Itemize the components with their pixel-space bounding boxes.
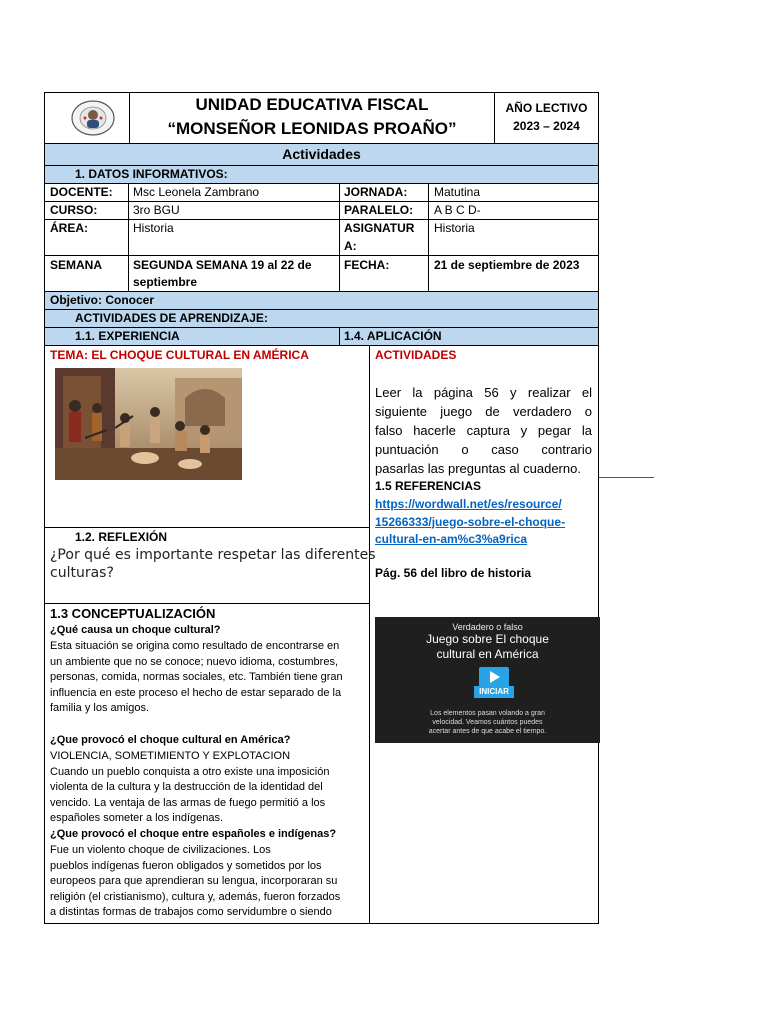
referencias-title: 1.5 REFERENCIAS <box>375 479 482 493</box>
text-line: violenta de la cultura y la destrucción de la identidad del <box>50 781 323 794</box>
actividades-title: ACTIVIDADES <box>375 348 457 362</box>
reflexion-question-line2: culturas? <box>50 565 114 581</box>
text-line: a distintas formas de trabajos como servidumbre o siendo <box>50 906 332 919</box>
actividades-line: falso hacerle captura y pegar la <box>375 423 592 438</box>
text-line[interactable]: 15266333/juego-sobre-el-choque- <box>375 514 566 529</box>
curso-value: 3ro BGU <box>133 203 180 217</box>
game-desc-line2: velocidad. Veamos cuántos puedes <box>432 719 543 726</box>
aplicacion-title: 1.4. APLICACIÓN <box>344 329 442 343</box>
objetivo-text: Objetivo: Conocer <box>50 293 155 307</box>
question-3: ¿Que provocó el choque entre españoles e indígenas? <box>50 828 337 840</box>
text-line: vencido. La ventaja de las armas de fuego permitió a los <box>50 796 326 809</box>
text-line: familia y los amigos. <box>50 702 150 715</box>
fecha-value: 21 de septiembre de 2023 <box>434 258 580 272</box>
datos-title: 1. DATOS INFORMATIVOS: <box>75 167 228 181</box>
year-label: AÑO LECTIVO <box>505 101 588 115</box>
semana-value-line2: septiembre <box>133 275 198 289</box>
stray-line <box>599 477 654 478</box>
semana-label: SEMANA <box>50 258 103 272</box>
conceptualizacion-title: 1.3 CONCEPTUALIZACIÓN <box>50 606 216 621</box>
school-name-line2: “MONSEÑOR LEONIDAS PROAÑO” <box>167 119 457 138</box>
school-name-line1: UNIDAD EDUCATIVA FISCAL <box>195 95 429 114</box>
reflexion-title: 1.2. REFLEXIÓN <box>75 530 168 544</box>
text-line: religión (el cristianismo), cultura y, además, fueron forzados <box>50 890 341 903</box>
referencias-link[interactable] <box>375 496 595 549</box>
text-line: VIOLENCIA, SOMETIMIENTO Y EXPLOTACION <box>50 750 291 762</box>
actividades-line: siguiente juego de verdadero o <box>375 404 592 419</box>
tema-title: TEMA: EL CHOQUE CULTURAL EN AMÉRICA <box>50 348 309 362</box>
text-line: pueblos indígenas fueron obligados y sometidos por los <box>50 859 322 872</box>
answer-3 <box>50 843 365 921</box>
docente-value: Msc Leonela Zambrano <box>133 185 260 199</box>
reflexion-question-line1: ¿Por qué es importante respetar las diferentes <box>50 547 376 563</box>
game-kind: Verdadero o falso <box>452 622 523 632</box>
referencias-libro: Pág. 56 del libro de historia <box>375 566 532 580</box>
experiencia-title: 1.1. EXPERIENCIA <box>75 329 180 343</box>
fecha-label: FECHA: <box>344 258 390 272</box>
actividades-line: puntuación o caso contrario <box>375 442 592 457</box>
wordwall-game-thumbnail[interactable] <box>375 617 600 743</box>
game-desc-line3: acertar antes de que acabe el tiempo. <box>428 728 547 735</box>
game-title-line1: Juego sobre El choque <box>426 632 549 646</box>
reflexion-divider <box>44 527 370 528</box>
question-2: ¿Que provocó el choque cultural en América? <box>50 734 291 746</box>
actividades-text <box>375 383 592 478</box>
text-line: europeos para que aprendieran su lengua, incorporaran su <box>50 875 338 888</box>
answer-1 <box>50 639 365 717</box>
docente-label: DOCENTE: <box>50 185 113 199</box>
curso-label: CURSO: <box>50 203 98 217</box>
year-value: 2023 – 2024 <box>513 119 580 133</box>
play-button-label[interactable]: INICIAR <box>474 686 514 698</box>
answer-2 <box>50 749 365 827</box>
actividades-line: pasarlas las preguntas al cuaderno. <box>375 461 581 476</box>
asignatura-label-line1: ASIGNATUR <box>344 221 415 235</box>
text-line: influencia en este proceso el hecho de estar separado de la <box>50 686 342 699</box>
section-title: Actividades <box>282 146 361 162</box>
game-title-line2: cultural en América <box>436 647 539 661</box>
play-button[interactable] <box>479 667 509 687</box>
text-line: españoles someter a los indígenas. <box>50 812 224 825</box>
paralelo-label: PARALELO: <box>344 203 414 217</box>
game-desc-line1: Los elementos pasan volando a gran <box>430 710 545 717</box>
asignatura-value: Historia <box>434 221 475 235</box>
text-line: personas, comida, normas sociales, etc. También tiene gran <box>50 671 343 684</box>
text-line: Esta situación se origina como resultado de encontrarse en <box>50 640 340 652</box>
choque-cultural-painting <box>55 368 242 480</box>
year-cell <box>494 92 599 144</box>
actividades-aprendizaje-title: ACTIVIDADES DE APRENDIZAJE: <box>75 311 268 325</box>
text-line: un ambiente que no se conoce; nuevo idioma, costumbres, <box>50 655 339 668</box>
jornada-value: Matutina <box>434 185 481 199</box>
text-line[interactable]: cultural-en-am%c3%a9rica <box>375 532 528 546</box>
jornada-label: JORNADA: <box>344 185 408 199</box>
question-1: ¿Qué causa un choque cultural? <box>50 624 221 636</box>
conceptualizacion-divider <box>44 603 370 604</box>
semana-value-line1: SEGUNDA SEMANA 19 al 22 de <box>133 258 312 272</box>
area-label: ÁREA: <box>50 221 88 235</box>
area-value: Historia <box>133 221 174 235</box>
school-logo <box>70 99 116 137</box>
text-line: Fue un violento choque de civilizaciones. Los <box>50 844 271 856</box>
paralelo-value: A B C D- <box>434 203 481 217</box>
asignatura-label-line2: A: <box>344 239 357 253</box>
play-icon <box>479 667 509 687</box>
text-line: Cuando un pueblo conquista a otro existe una imposición <box>50 765 330 778</box>
actividades-line: Leer la página 56 y realizar el <box>375 385 592 400</box>
text-line[interactable]: https://wordwall.net/es/resource/ <box>375 497 562 511</box>
